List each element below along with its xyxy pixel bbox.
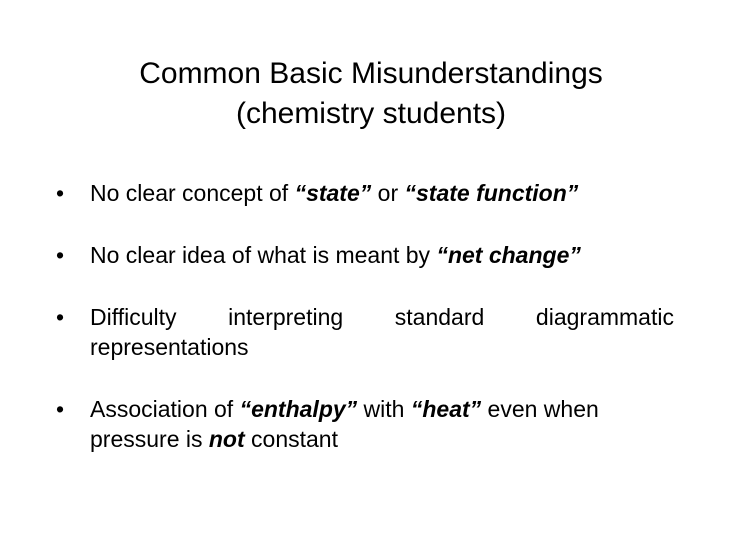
bullet-marker: • <box>56 180 65 206</box>
title-line-2: (chemistry students) <box>235 97 507 130</box>
bullet-word: interpreting <box>228 304 344 330</box>
bullet-line <box>90 394 676 424</box>
bullet-item-diagrammatic <box>56 302 676 362</box>
bullet-item-state-concept <box>56 178 676 208</box>
bullet-text <box>90 394 676 454</box>
bullet-line: representations <box>90 334 249 360</box>
bullet-text-segment: Association of <box>90 396 240 422</box>
bullet-word: diagrammatic <box>535 304 674 330</box>
bullet-marker: • <box>56 396 65 422</box>
bullet-marker: • <box>56 242 65 268</box>
emphasis-state: “state” <box>294 180 372 206</box>
bullet-line <box>90 240 676 270</box>
bullet-text-segment: No clear idea of what is meant by <box>90 242 437 268</box>
bullet-word: standard <box>394 304 485 330</box>
bullet-text-segment: with <box>357 396 411 422</box>
emphasis-heat: “heat” <box>410 396 482 422</box>
bullet-text <box>90 178 676 208</box>
emphasis-enthalpy: “enthalpy” <box>239 396 358 422</box>
slide-title <box>0 54 742 134</box>
title-line-1: Common Basic Misunderstandings <box>139 57 603 90</box>
bullet-text-segment: pressure is <box>90 426 209 452</box>
bullet-text-segment: even when <box>481 396 599 422</box>
emphasis-net-change: “net change” <box>436 242 581 268</box>
bullet-item-enthalpy <box>56 394 676 454</box>
bullet-item-net-change <box>56 240 676 270</box>
emphasis-state-function: “state function” <box>404 180 579 206</box>
bullet-line <box>90 424 676 454</box>
bullet-marker: • <box>56 304 65 330</box>
bullet-text-segment: No clear concept of <box>90 180 295 206</box>
bullet-text <box>90 302 676 362</box>
emphasis-not: not <box>208 426 245 452</box>
bullet-word: Difficulty <box>90 304 177 330</box>
bullet-text <box>90 240 676 270</box>
bullet-text-segment: constant <box>244 426 338 452</box>
bullet-text-segment: or <box>371 180 405 206</box>
bullet-line <box>90 178 676 208</box>
bullet-line-justified <box>90 302 674 332</box>
